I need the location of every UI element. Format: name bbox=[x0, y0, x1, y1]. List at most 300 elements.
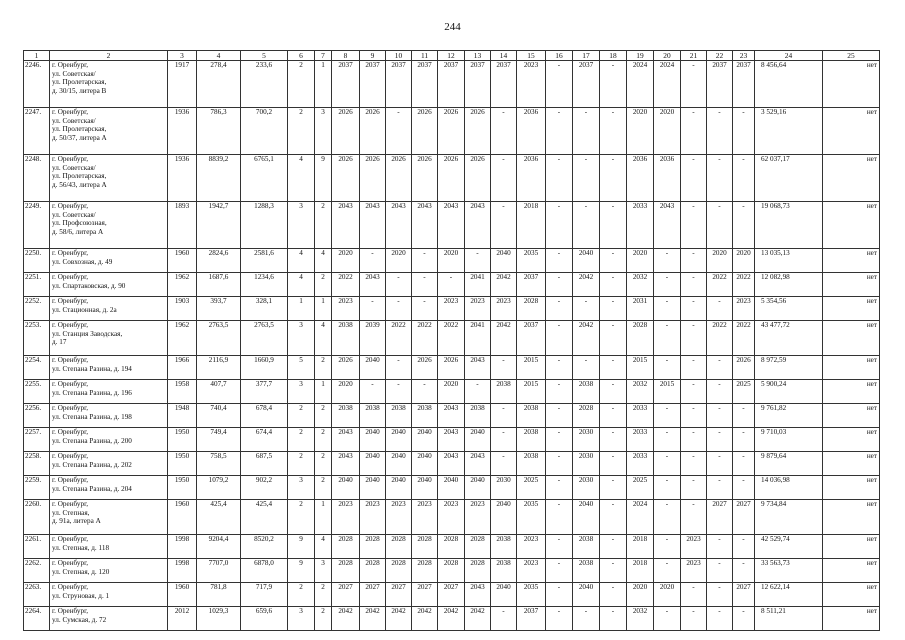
cell-col-14: - bbox=[491, 356, 517, 380]
cell-col-11: 2027 bbox=[412, 583, 438, 607]
column-header-20: 20 bbox=[654, 51, 681, 61]
row-number: 2262. bbox=[24, 559, 50, 583]
address-cell bbox=[50, 249, 168, 273]
cell-col-12: 2026 bbox=[438, 356, 465, 380]
cell-col-6: 3 bbox=[288, 380, 315, 404]
cell-col-18: - bbox=[600, 452, 627, 476]
cell-col-24: 14 036,98 bbox=[755, 476, 823, 500]
cell-col-6: 2 bbox=[288, 61, 315, 108]
cell-col-6: 2 bbox=[288, 108, 315, 155]
cell-col-13: 2023 bbox=[465, 297, 491, 321]
column-header-18: 18 bbox=[600, 51, 627, 61]
cell-col-17: 2037 bbox=[573, 61, 600, 108]
cell-col-25: нет bbox=[823, 297, 880, 321]
cell-col-19: 2031 bbox=[627, 297, 654, 321]
cell-col-18: - bbox=[600, 380, 627, 404]
cell-col-16: - bbox=[546, 61, 573, 108]
cell-col-22: - bbox=[707, 108, 733, 155]
address-line: ул. Степная, д. 120 bbox=[52, 567, 110, 576]
cell-col-22: 2027 bbox=[707, 500, 733, 535]
cell-col-23: 2022 bbox=[733, 321, 755, 356]
cell-col-25: нет bbox=[823, 404, 880, 428]
table-row bbox=[24, 607, 880, 631]
cell-col-6: 3 bbox=[288, 321, 315, 356]
cell-col-15: 2035 bbox=[517, 583, 546, 607]
cell-col-7: 2 bbox=[315, 404, 332, 428]
cell-col-8: 2023 bbox=[332, 297, 360, 321]
cell-col-7: 4 bbox=[315, 535, 332, 559]
table-row bbox=[24, 535, 880, 559]
address-line: ул. Степана Разина, д. 204 bbox=[52, 484, 132, 493]
cell-col-17: 2038 bbox=[573, 559, 600, 583]
cell-col-8: 2038 bbox=[332, 321, 360, 356]
cell-col-15: 2037 bbox=[517, 273, 546, 297]
cell-col-20: - bbox=[654, 428, 681, 452]
cell-col-20: 2020 bbox=[654, 108, 681, 155]
cell-col-11: - bbox=[412, 273, 438, 297]
cell-col-17: 2042 bbox=[573, 321, 600, 356]
address-line: г. Оренбург, bbox=[52, 356, 89, 364]
cell-col-25: нет bbox=[823, 321, 880, 356]
row-number: 2258. bbox=[24, 452, 50, 476]
cell-col-7: 4 bbox=[315, 321, 332, 356]
cell-col-9: 2043 bbox=[360, 273, 386, 297]
cell-col-4: 781,8 bbox=[197, 583, 241, 607]
cell-col-3: 1950 bbox=[168, 476, 197, 500]
cell-col-14: 2038 bbox=[491, 380, 517, 404]
cell-col-24: 8 456,64 bbox=[755, 61, 823, 108]
cell-col-20: - bbox=[654, 356, 681, 380]
address-line: ул. Советская/ bbox=[52, 163, 96, 172]
cell-col-8: 2026 bbox=[332, 356, 360, 380]
cell-col-9: - bbox=[360, 249, 386, 273]
cell-col-25: нет bbox=[823, 607, 880, 631]
row-number: 2256. bbox=[24, 404, 50, 428]
cell-col-21: - bbox=[681, 249, 707, 273]
cell-col-21: 2023 bbox=[681, 559, 707, 583]
cell-col-8: 2043 bbox=[332, 202, 360, 249]
cell-col-11: 2022 bbox=[412, 321, 438, 356]
address-line: г. Оренбург, bbox=[52, 607, 89, 615]
table-row bbox=[24, 321, 880, 356]
row-number: 2259. bbox=[24, 476, 50, 500]
cell-col-6: 4 bbox=[288, 273, 315, 297]
address-cell bbox=[50, 607, 168, 631]
cell-col-21: - bbox=[681, 500, 707, 535]
cell-col-13: 2040 bbox=[465, 428, 491, 452]
cell-col-8: 2028 bbox=[332, 559, 360, 583]
cell-col-9: - bbox=[360, 380, 386, 404]
cell-col-15: 2038 bbox=[517, 404, 546, 428]
table-header bbox=[24, 51, 880, 61]
cell-col-11: 2028 bbox=[412, 535, 438, 559]
cell-col-7: 2 bbox=[315, 273, 332, 297]
cell-col-6: 3 bbox=[288, 202, 315, 249]
cell-col-5: 700,2 bbox=[241, 108, 288, 155]
cell-col-18: - bbox=[600, 155, 627, 202]
table-row bbox=[24, 583, 880, 607]
cell-col-5: 1660,9 bbox=[241, 356, 288, 380]
address-cell bbox=[50, 297, 168, 321]
cell-col-21: - bbox=[681, 607, 707, 631]
cell-col-21: - bbox=[681, 583, 707, 607]
address-line: д. 30/15, литера В bbox=[52, 86, 107, 95]
column-header-25: 25 bbox=[823, 51, 880, 61]
cell-col-25: нет bbox=[823, 452, 880, 476]
cell-col-9: 2028 bbox=[360, 535, 386, 559]
housing-repair-schedule-table bbox=[23, 50, 880, 631]
cell-col-12: 2020 bbox=[438, 380, 465, 404]
address-cell bbox=[50, 356, 168, 380]
cell-col-24: 5 354,56 bbox=[755, 297, 823, 321]
cell-col-13: 2023 bbox=[465, 500, 491, 535]
cell-col-17: 2030 bbox=[573, 452, 600, 476]
cell-col-16: - bbox=[546, 452, 573, 476]
cell-col-25: нет bbox=[823, 583, 880, 607]
address-line: г. Оренбург, bbox=[52, 428, 89, 436]
cell-col-10: 2040 bbox=[386, 428, 412, 452]
cell-col-9: 2040 bbox=[360, 476, 386, 500]
cell-col-16: - bbox=[546, 559, 573, 583]
cell-col-4: 407,7 bbox=[197, 380, 241, 404]
cell-col-15: 2038 bbox=[517, 428, 546, 452]
table-row bbox=[24, 273, 880, 297]
cell-col-5: 2763,5 bbox=[241, 321, 288, 356]
cell-col-14: 2030 bbox=[491, 476, 517, 500]
cell-col-25: нет bbox=[823, 500, 880, 535]
cell-col-9: 2040 bbox=[360, 356, 386, 380]
address-line: д. 50/37, литера А bbox=[52, 133, 107, 142]
cell-col-11: - bbox=[412, 380, 438, 404]
cell-col-3: 1966 bbox=[168, 356, 197, 380]
row-number: 2253. bbox=[24, 321, 50, 356]
cell-col-24: 9 879,64 bbox=[755, 452, 823, 476]
cell-col-8: 2028 bbox=[332, 535, 360, 559]
table-row bbox=[24, 297, 880, 321]
cell-col-10: - bbox=[386, 356, 412, 380]
page-number: 244 bbox=[444, 21, 461, 33]
address-line: ул. Степная, bbox=[52, 508, 90, 517]
row-number: 2248. bbox=[24, 155, 50, 202]
cell-col-4: 7707,0 bbox=[197, 559, 241, 583]
cell-col-25: нет bbox=[823, 535, 880, 559]
table-row bbox=[24, 61, 880, 108]
cell-col-22: - bbox=[707, 452, 733, 476]
cell-col-5: 377,7 bbox=[241, 380, 288, 404]
cell-col-14: - bbox=[491, 452, 517, 476]
cell-col-15: 2038 bbox=[517, 452, 546, 476]
cell-col-3: 1903 bbox=[168, 297, 197, 321]
cell-col-12: 2028 bbox=[438, 535, 465, 559]
cell-col-11: 2026 bbox=[412, 155, 438, 202]
cell-col-16: - bbox=[546, 535, 573, 559]
cell-col-15: 2035 bbox=[517, 249, 546, 273]
cell-col-4: 8839,2 bbox=[197, 155, 241, 202]
cell-col-6: 4 bbox=[288, 249, 315, 273]
address-line: ул. Струновая, д. 1 bbox=[52, 591, 110, 600]
cell-col-25: нет bbox=[823, 61, 880, 108]
cell-col-17: - bbox=[573, 202, 600, 249]
cell-col-7: 4 bbox=[315, 249, 332, 273]
address-cell bbox=[50, 476, 168, 500]
cell-col-24: 9 761,82 bbox=[755, 404, 823, 428]
cell-col-3: 1950 bbox=[168, 428, 197, 452]
cell-col-22: - bbox=[707, 297, 733, 321]
address-line: г. Оренбург, bbox=[52, 321, 89, 329]
cell-col-8: 2022 bbox=[332, 273, 360, 297]
cell-col-10: - bbox=[386, 108, 412, 155]
cell-col-21: - bbox=[681, 476, 707, 500]
row-number: 2250. bbox=[24, 249, 50, 273]
cell-col-6: 4 bbox=[288, 155, 315, 202]
cell-col-21: - bbox=[681, 380, 707, 404]
cell-col-19: 2028 bbox=[627, 321, 654, 356]
cell-col-25: нет bbox=[823, 356, 880, 380]
cell-col-19: 2033 bbox=[627, 202, 654, 249]
address-line: ул. Советская/ bbox=[52, 116, 96, 125]
cell-col-10: 2040 bbox=[386, 452, 412, 476]
cell-col-17: - bbox=[573, 297, 600, 321]
cell-col-23: 2023 bbox=[733, 297, 755, 321]
cell-col-19: 2036 bbox=[627, 155, 654, 202]
cell-col-3: 1936 bbox=[168, 108, 197, 155]
cell-col-24: 42 529,74 bbox=[755, 535, 823, 559]
cell-col-6: 2 bbox=[288, 404, 315, 428]
cell-col-22: - bbox=[707, 583, 733, 607]
cell-col-3: 1950 bbox=[168, 452, 197, 476]
cell-col-17: 2040 bbox=[573, 583, 600, 607]
table-row bbox=[24, 452, 880, 476]
cell-col-18: - bbox=[600, 61, 627, 108]
cell-col-12: 2023 bbox=[438, 297, 465, 321]
cell-col-10: 2040 bbox=[386, 476, 412, 500]
cell-col-18: - bbox=[600, 321, 627, 356]
address-cell bbox=[50, 321, 168, 356]
address-line: г. Оренбург, bbox=[52, 559, 89, 567]
cell-col-23: - bbox=[733, 202, 755, 249]
table-row bbox=[24, 249, 880, 273]
cell-col-13: 2042 bbox=[465, 607, 491, 631]
cell-col-3: 1960 bbox=[168, 583, 197, 607]
cell-col-10: 2043 bbox=[386, 202, 412, 249]
cell-col-19: 2032 bbox=[627, 380, 654, 404]
cell-col-24: 19 068,73 bbox=[755, 202, 823, 249]
column-header-22: 22 bbox=[707, 51, 733, 61]
address-cell bbox=[50, 108, 168, 155]
cell-col-23: 2027 bbox=[733, 500, 755, 535]
cell-col-23: 2037 bbox=[733, 61, 755, 108]
cell-col-4: 2763,5 bbox=[197, 321, 241, 356]
cell-col-13: 2043 bbox=[465, 583, 491, 607]
cell-col-13: - bbox=[465, 380, 491, 404]
column-header-1: 1 bbox=[24, 51, 50, 61]
cell-col-21: - bbox=[681, 452, 707, 476]
cell-col-22: - bbox=[707, 428, 733, 452]
cell-col-8: 2027 bbox=[332, 583, 360, 607]
cell-col-5: 678,4 bbox=[241, 404, 288, 428]
cell-col-25: нет bbox=[823, 428, 880, 452]
cell-col-9: 2042 bbox=[360, 607, 386, 631]
cell-col-6: 2 bbox=[288, 500, 315, 535]
cell-col-20: - bbox=[654, 404, 681, 428]
cell-col-24: 13 035,13 bbox=[755, 249, 823, 273]
table-row bbox=[24, 380, 880, 404]
cell-col-22: - bbox=[707, 380, 733, 404]
address-line: ул. Советская/ bbox=[52, 69, 96, 78]
cell-col-6: 3 bbox=[288, 476, 315, 500]
column-header-3: 3 bbox=[168, 51, 197, 61]
cell-col-4: 740,4 bbox=[197, 404, 241, 428]
column-header-9: 9 bbox=[360, 51, 386, 61]
address-line: г. Оренбург, bbox=[52, 583, 89, 591]
cell-col-23: - bbox=[733, 452, 755, 476]
cell-col-3: 2012 bbox=[168, 607, 197, 631]
cell-col-19: 2032 bbox=[627, 273, 654, 297]
cell-col-4: 749,4 bbox=[197, 428, 241, 452]
cell-col-15: 2036 bbox=[517, 155, 546, 202]
cell-col-15: 2018 bbox=[517, 202, 546, 249]
cell-col-15: 2023 bbox=[517, 61, 546, 108]
address-line: г. Оренбург, bbox=[52, 476, 89, 484]
cell-col-17: - bbox=[573, 108, 600, 155]
cell-col-20: - bbox=[654, 452, 681, 476]
table-row bbox=[24, 356, 880, 380]
address-line: ул. Степана Разина, д. 202 bbox=[52, 460, 132, 469]
cell-col-5: 1288,3 bbox=[241, 202, 288, 249]
cell-col-21: - bbox=[681, 356, 707, 380]
address-cell bbox=[50, 428, 168, 452]
cell-col-21: - bbox=[681, 404, 707, 428]
cell-col-5: 2581,6 bbox=[241, 249, 288, 273]
cell-col-20: 2043 bbox=[654, 202, 681, 249]
address-line: г. Оренбург, bbox=[52, 297, 89, 305]
cell-col-6: 2 bbox=[288, 428, 315, 452]
cell-col-5: 717,9 bbox=[241, 583, 288, 607]
cell-col-5: 687,5 bbox=[241, 452, 288, 476]
cell-col-6: 3 bbox=[288, 607, 315, 631]
cell-col-3: 1962 bbox=[168, 321, 197, 356]
cell-col-4: 1029,3 bbox=[197, 607, 241, 631]
column-header-2: 2 bbox=[50, 51, 168, 61]
cell-col-20: - bbox=[654, 559, 681, 583]
column-header-24: 24 bbox=[755, 51, 823, 61]
cell-col-5: 902,2 bbox=[241, 476, 288, 500]
cell-col-17: 2038 bbox=[573, 535, 600, 559]
cell-col-10: 2026 bbox=[386, 155, 412, 202]
cell-col-19: 2033 bbox=[627, 428, 654, 452]
cell-col-11: 2040 bbox=[412, 476, 438, 500]
cell-col-15: 2015 bbox=[517, 356, 546, 380]
cell-col-9: 2040 bbox=[360, 428, 386, 452]
cell-col-17: - bbox=[573, 356, 600, 380]
column-header-19: 19 bbox=[627, 51, 654, 61]
cell-col-7: 2 bbox=[315, 607, 332, 631]
cell-col-12: 2042 bbox=[438, 607, 465, 631]
cell-col-18: - bbox=[600, 249, 627, 273]
address-line: г. Оренбург, bbox=[52, 249, 89, 257]
cell-col-13: 2038 bbox=[465, 404, 491, 428]
address-cell bbox=[50, 155, 168, 202]
cell-col-5: 1234,6 bbox=[241, 273, 288, 297]
address-line: д. 17 bbox=[52, 338, 67, 347]
address-line: г. Оренбург, bbox=[52, 155, 89, 163]
cell-col-11: 2028 bbox=[412, 559, 438, 583]
address-line: ул. Степана Разина, д. 196 bbox=[52, 388, 132, 397]
cell-col-11: 2040 bbox=[412, 452, 438, 476]
cell-col-18: - bbox=[600, 607, 627, 631]
cell-col-20: 2036 bbox=[654, 155, 681, 202]
cell-col-9: - bbox=[360, 297, 386, 321]
cell-col-22: 2022 bbox=[707, 321, 733, 356]
cell-col-7: 2 bbox=[315, 452, 332, 476]
cell-col-16: - bbox=[546, 155, 573, 202]
cell-col-14: - bbox=[491, 428, 517, 452]
cell-col-19: 2018 bbox=[627, 535, 654, 559]
cell-col-8: 2026 bbox=[332, 108, 360, 155]
cell-col-8: 2020 bbox=[332, 380, 360, 404]
cell-col-14: 2038 bbox=[491, 559, 517, 583]
cell-col-11: 2040 bbox=[412, 428, 438, 452]
cell-col-16: - bbox=[546, 476, 573, 500]
address-cell bbox=[50, 202, 168, 249]
cell-col-17: 2030 bbox=[573, 428, 600, 452]
cell-col-3: 1893 bbox=[168, 202, 197, 249]
cell-col-8: 2037 bbox=[332, 61, 360, 108]
address-line: д. 58/6, литера А bbox=[52, 227, 104, 236]
table-body bbox=[24, 61, 880, 631]
cell-col-10: 2028 bbox=[386, 535, 412, 559]
address-line: ул. Степана Разина, д. 200 bbox=[52, 436, 132, 445]
cell-col-7: 1 bbox=[315, 61, 332, 108]
row-number: 2263. bbox=[24, 583, 50, 607]
cell-col-9: 2037 bbox=[360, 61, 386, 108]
cell-col-13: - bbox=[465, 249, 491, 273]
cell-col-3: 1948 bbox=[168, 404, 197, 428]
cell-col-3: 1998 bbox=[168, 559, 197, 583]
address-cell bbox=[50, 535, 168, 559]
cell-col-20: - bbox=[654, 297, 681, 321]
cell-col-7: 2 bbox=[315, 476, 332, 500]
cell-col-18: - bbox=[600, 404, 627, 428]
column-header-17: 17 bbox=[573, 51, 600, 61]
cell-col-6: 1 bbox=[288, 297, 315, 321]
cell-col-16: - bbox=[546, 273, 573, 297]
cell-col-15: 2028 bbox=[517, 297, 546, 321]
column-header-4: 4 bbox=[197, 51, 241, 61]
cell-col-4: 2116,9 bbox=[197, 356, 241, 380]
address-line: ул. Сумская, д. 72 bbox=[52, 615, 107, 624]
address-line: ул. Пролетарская, bbox=[52, 125, 107, 134]
address-line: г. Оренбург, bbox=[52, 202, 89, 210]
column-header-11: 11 bbox=[412, 51, 438, 61]
cell-col-19: 2018 bbox=[627, 559, 654, 583]
cell-col-15: 2015 bbox=[517, 380, 546, 404]
address-line: д. 91а, литера А bbox=[52, 517, 101, 526]
cell-col-13: 2041 bbox=[465, 321, 491, 356]
address-line: ул. Стационная, д. 2а bbox=[52, 305, 117, 314]
column-header-13: 13 bbox=[465, 51, 491, 61]
cell-col-18: - bbox=[600, 559, 627, 583]
column-header-15: 15 bbox=[517, 51, 546, 61]
cell-col-22: - bbox=[707, 559, 733, 583]
cell-col-19: 2020 bbox=[627, 583, 654, 607]
cell-col-24: 12 082,98 bbox=[755, 273, 823, 297]
cell-col-17: 2042 bbox=[573, 273, 600, 297]
cell-col-19: 2020 bbox=[627, 249, 654, 273]
cell-col-18: - bbox=[600, 356, 627, 380]
cell-col-21: - bbox=[681, 108, 707, 155]
cell-col-14: 2037 bbox=[491, 61, 517, 108]
